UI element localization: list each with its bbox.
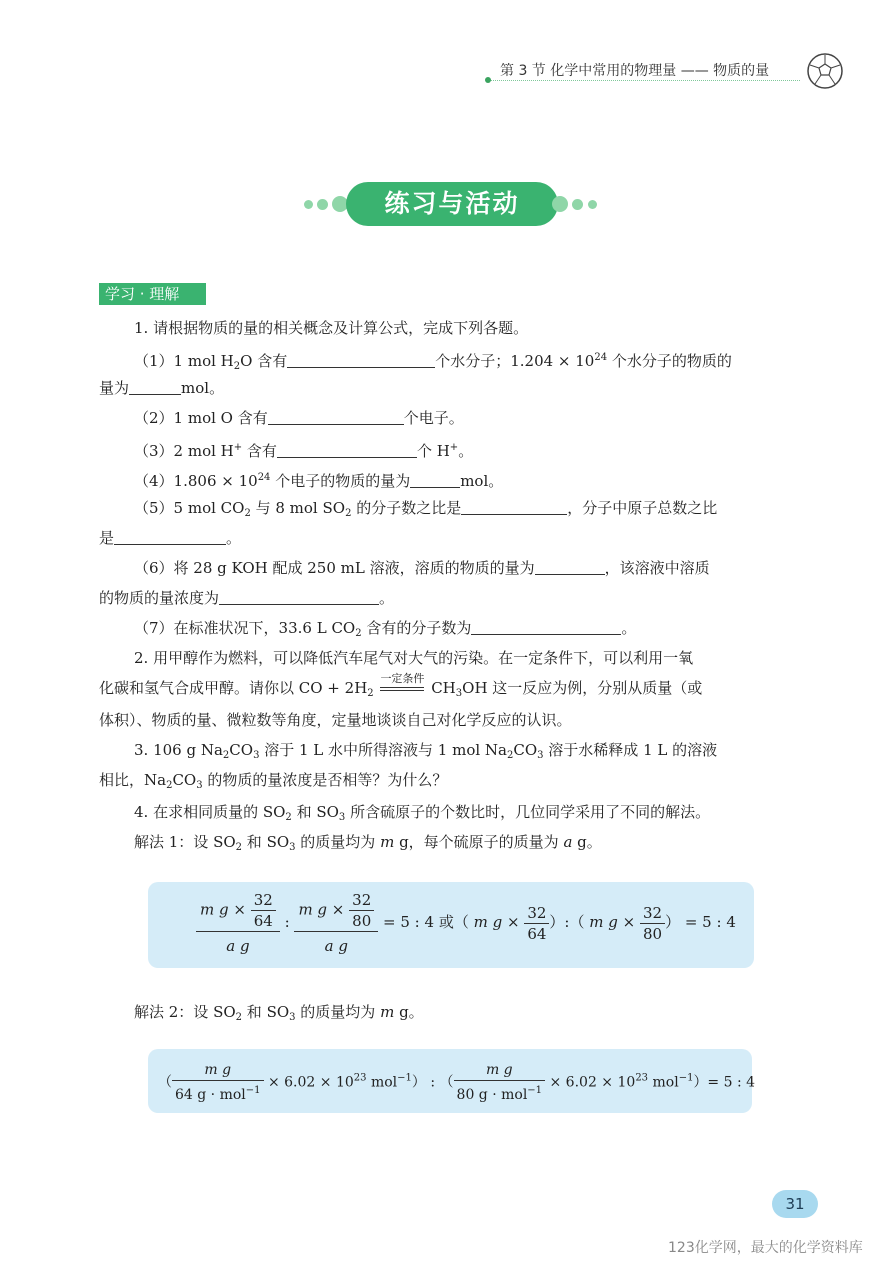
q4-method2: 解法 2：设 $SO_2$ 和 $SO_3$ 的质量均为 m g。 <box>134 1003 424 1023</box>
answer-blank[interactable] <box>410 472 460 488</box>
fraction: $\frac{\text{m g}}{80 g \cdot mol^{-1}}$ <box>454 1060 546 1105</box>
section-title <box>300 182 600 228</box>
q1-p7: （7）在标准状况下，33.6 L $CO_2$ 含有的分子数为 。 <box>134 619 637 639</box>
q2-line1: 2. 用甲醇作为燃料，可以降低汽车尾气对大气的污染。在一定条件下，可以利用一氧 <box>134 649 694 667</box>
page-number: 31 <box>772 1190 818 1218</box>
answer-blank[interactable] <box>461 499 567 515</box>
q1-p2: （2）1 mol O 含有 个电子。 <box>134 409 464 427</box>
answer-blank[interactable] <box>277 442 417 458</box>
reaction-arrow: 一定条件 <box>378 679 426 695</box>
answer-blank[interactable] <box>471 619 621 635</box>
header-text: 第 3 节 化学中常用的物理量 —— 物质的量 <box>500 63 770 79</box>
q3-line2: 相比，$Na_2CO_3$ 的物质的量浓度是否相等？为什么？ <box>99 771 448 791</box>
q1-p1: （1）1 mol $H_2O$ 含有 个水分子；$1.204 \times 10^{24}$ 个水分子的物质的 <box>134 352 732 372</box>
title-pill: 练习与活动 <box>346 182 558 226</box>
q4-line1: 4. 在求相同质量的 $SO_2$ 和 $SO_3$ 所含硫原子的个数比时，几位同学采用了不同的解法。 <box>134 803 711 823</box>
q1-p1-cont: 量为 mol。 <box>99 379 225 397</box>
title-dot <box>552 196 568 212</box>
title-dot <box>588 200 597 209</box>
formula-2: （ $\frac{\text{m g}}{64 g \cdot mol^{-1}}$ × $6.02 \times 10^{23}$ mol$^{-1}$） : （ $\frac{\text{m g}}{80 g \cdot mol^{-1}}$ × $6.02 \times 10^{23}$ mol$^{-1}$）= 5 : 4 <box>158 1062 756 1103</box>
header-rule <box>488 80 800 81</box>
q1-p3: （3）2 mol H+ 含有 个 H+。 <box>134 442 474 460</box>
q3-line1: 3. 106 g $Na_2CO_3$ 溶于 1 L 水中所得溶液与 1 mol $Na_2CO_3$ 溶于水稀释成 1 L 的溶液 <box>134 741 718 761</box>
answer-blank[interactable] <box>535 559 605 575</box>
title-dot <box>317 199 328 210</box>
answer-blank[interactable] <box>129 379 181 395</box>
header-dot <box>485 77 491 83</box>
q2-line2: 化碳和氢气合成甲醇。请你以 CO + $2H_2$ 一定条件 $CH_3OH$ 这一反应为例，分别从质量（或 <box>99 672 703 699</box>
answer-blank[interactable] <box>219 589 379 605</box>
title-dot <box>304 200 313 209</box>
watermark: 123化学网，最大的化学资料库 <box>668 1240 863 1256</box>
answer-blank[interactable] <box>114 529 226 545</box>
fraction: $\frac{\text{m g}}{64 g \cdot mol^{-1}}$ <box>172 1060 264 1105</box>
q1-p6-cont: 的物质的量浓度为 。 <box>99 589 395 607</box>
q4-method1: 解法 1：设 $SO_2$ 和 $SO_3$ 的质量均为 m g，每个硫原子的质量为 a g。 <box>134 833 602 853</box>
answer-blank[interactable] <box>268 409 404 425</box>
section-tag: 学习 · 理解 <box>99 283 206 305</box>
running-header <box>488 60 800 82</box>
q1-p5-cont: 是 。 <box>99 529 242 547</box>
fraction: m g × $\frac{32}{64}$ a g <box>196 890 280 956</box>
q1-intro: 1. 请根据物质的量的相关概念及计算公式，完成下列各题。 <box>134 319 529 337</box>
answer-blank[interactable] <box>287 352 435 368</box>
title-dot <box>572 199 583 210</box>
q2-line3: 体积）、物质的量、微粒数等角度，定量地谈谈自己对化学反应的认识。 <box>99 711 572 729</box>
soccer-ball-icon <box>806 52 844 90</box>
q1-p5: （5）5 mol $CO_2$ 与 8 mol $SO_2$ 的分子数之比是 ，分子中原子总数之比 <box>134 499 718 519</box>
q1-p6: （6）将 28 g KOH 配成 250 mL 溶液，溶质的物质的量为 ，该溶液中溶质 <box>134 559 710 577</box>
formula-1: m g × $\frac{32}{64}$ a g : m g × $\frac{32}{80}$ a g = 5 : 4 或（ m g × $\frac{32}{64}$ ）:（ m g × $\frac{32}{80}$ ） = 5 : 4 <box>196 890 736 956</box>
q1-p4: $(4)1.806 \times 10^{24}$ 个电子的物质的量为 mol。 <box>134 472 504 490</box>
fraction: m g × $\frac{32}{80}$ a g <box>294 890 378 956</box>
